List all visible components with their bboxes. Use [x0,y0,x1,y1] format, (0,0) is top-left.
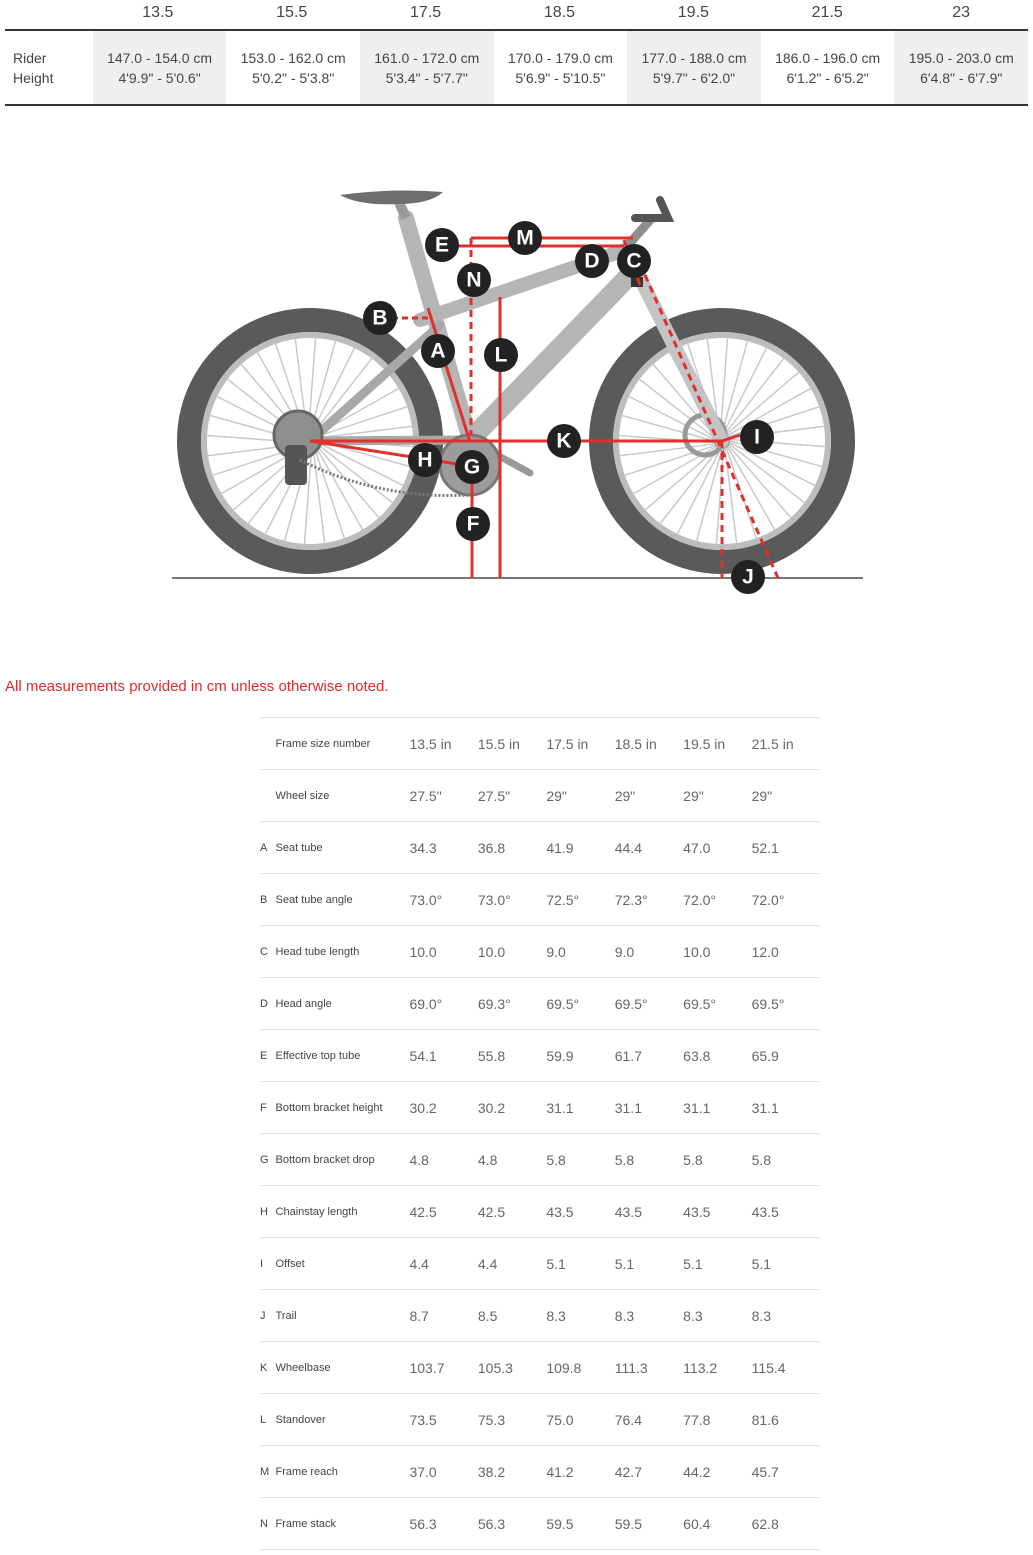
row-value: 42.5 [477,1203,506,1220]
table-row [260,1445,820,1497]
height-cm: 195.0 - 203.0 cm [908,49,1014,66]
row-letter: N [260,1517,268,1530]
table-row [260,1029,820,1081]
row-value: 41.9 [546,839,574,856]
row-value: 76.4 [614,1411,642,1428]
row-value: 37.0 [409,1463,437,1480]
row-label: Head tube length [275,945,360,958]
row-letter: H [260,1205,268,1218]
height-cell [761,31,895,104]
saddle [340,191,443,205]
row-value: 109.8 [546,1359,582,1376]
row-value: 29" [614,787,636,804]
table-row [260,1341,820,1393]
row-value: 47.0 [683,839,711,856]
badge-n [457,263,491,297]
row-value: 44.2 [683,1463,711,1480]
row-value: 29" [751,787,773,804]
height-ft: 6'4.8" - 6'7.9" [920,69,1003,86]
row-label: Effective top tube [275,1049,361,1062]
row-value: 5.8 [614,1151,635,1168]
row-value: 42.7 [614,1463,642,1480]
row-letter: K [260,1361,268,1374]
badge-k [547,424,581,458]
row-letter: B [260,893,268,906]
row-label: Bottom bracket height [275,1101,383,1114]
svg-text:N: N [466,268,482,292]
row-value: 4.4 [409,1255,429,1272]
row-label: Wheelbase [275,1361,331,1374]
height-cell [494,31,628,104]
height-cell [627,31,761,104]
row-value: 15.5 in [477,735,520,752]
bike-geometry-diagram [0,130,1033,610]
table-row [260,1393,820,1445]
height-ft: 5'9.7" - 6'2.0" [652,69,736,86]
row-value: 56.3 [409,1515,437,1532]
row-value: 17.5 in [546,735,589,752]
row-value: 8.3 [546,1307,566,1324]
geometry-table [260,717,820,1550]
row-letter: J [260,1309,266,1322]
table-row [260,1497,820,1550]
row-value: 52.1 [751,839,779,856]
row-value: 63.8 [683,1047,711,1064]
svg-text:C: C [626,249,642,273]
row-label: Chainstay length [275,1205,358,1218]
size-number: 21.5 [811,4,843,21]
row-letter: G [260,1153,269,1166]
table-row [260,1133,820,1185]
row-letter: L [260,1413,267,1426]
row-value: 59.9 [546,1047,574,1064]
row-label: Standover [275,1413,326,1426]
row-label: Seat tube angle [275,893,353,906]
row-value: 72.0° [683,891,717,908]
svg-text:L: L [494,343,508,367]
row-value: 81.6 [751,1411,779,1428]
row-value: 69.3° [477,995,511,1012]
stem [628,218,652,245]
row-value: 61.7 [614,1047,642,1064]
height-cm: 177.0 - 188.0 cm [641,49,747,66]
badge-m [508,221,542,255]
row-value: 77.8 [683,1411,711,1428]
row-value: 30.2 [477,1099,506,1116]
row-value: 43.5 [751,1203,779,1220]
badge-g [455,450,489,484]
row-value: 34.3 [409,839,437,856]
row-value: 69.5° [751,995,785,1012]
badge-j [731,560,765,594]
row-letter: C [260,945,268,958]
row-value: 38.2 [477,1463,506,1480]
row-value: 19.5 in [683,735,726,752]
row-value: 41.2 [546,1463,574,1480]
svg-text:M: M [516,226,534,250]
row-value: 5.1 [614,1255,635,1272]
row-letter: A [260,841,268,854]
svg-text:K: K [556,429,572,453]
row-value: 72.0° [751,891,785,908]
row-value: 5.8 [683,1151,703,1168]
row-letter: D [260,997,268,1010]
row-value: 27.5" [409,787,442,804]
row-value: 60.4 [683,1515,711,1532]
badge-h [408,443,442,477]
row-value: 69.5° [546,995,580,1012]
svg-text:J: J [742,565,754,589]
height-cell [360,31,494,104]
svg-text:B: B [372,306,388,330]
row-value: 45.7 [751,1463,779,1480]
row-value: 113.2 [683,1359,718,1376]
row-value: 65.9 [751,1047,779,1064]
row-value: 59.5 [614,1515,642,1532]
row-value: 31.1 [546,1099,574,1116]
row-value: 4.8 [477,1151,498,1168]
row-value: 56.3 [477,1515,506,1532]
row-value: 8.3 [614,1307,635,1324]
badge-f [456,507,490,541]
row-value: 5.1 [546,1255,566,1272]
row-value: 9.0 [614,943,635,960]
row-value: 27.5" [477,787,511,804]
row-value: 69.5° [614,995,648,1012]
header-spacer [5,0,91,29]
bike-illustration [0,130,1033,610]
size-number: 13.5 [142,4,174,21]
height-cell [894,31,1028,104]
row-value: 73.0° [477,891,511,908]
row-value: 4.4 [477,1255,498,1272]
table-row [260,769,820,821]
svg-text:F: F [466,512,480,536]
row-value: 31.1 [683,1099,711,1116]
height-ft: 5'0.2" - 5'3.8" [252,69,335,86]
row-letter: E [260,1049,268,1062]
row-value: 12.0 [751,943,779,960]
size-number: 23 [952,4,970,21]
row-value: 42.5 [409,1203,437,1220]
table-row [260,717,820,769]
row-value: 36.8 [477,839,506,856]
row-label: Seat tube [275,841,323,854]
row-label: Bottom bracket drop [275,1153,375,1166]
row-value: 8.7 [409,1307,429,1324]
svg-text:D: D [584,249,600,273]
badge-c [617,244,651,278]
table-row [260,1289,820,1341]
row-value: 4.8 [409,1151,429,1168]
row-value: 43.5 [683,1203,711,1220]
row-label: Frame stack [275,1517,337,1530]
rider-label-line2: Height [13,69,54,86]
height-cell [93,31,227,104]
row-value: 29" [683,787,704,804]
height-cm: 161.0 - 172.0 cm [374,49,480,66]
height-cm: 186.0 - 196.0 cm [775,49,881,66]
row-value: 72.5° [546,891,580,908]
row-value: 75.0 [546,1411,574,1428]
row-value: 10.0 [477,943,506,960]
badge-i [740,420,774,454]
size-number: 19.5 [677,4,709,21]
row-value: 9.0 [546,943,566,960]
row-value: 43.5 [614,1203,642,1220]
row-value: 5.8 [546,1151,566,1168]
row-value: 8.3 [751,1307,772,1324]
height-ft: 5'3.4" - 5'7.7" [385,69,468,86]
svg-text:A: A [430,339,446,363]
height-cm: 170.0 - 179.0 cm [507,49,613,66]
rider-height-label [5,31,93,104]
measurement-note: All measurements provided in cm unless otherwise noted. [5,678,389,695]
row-value: 8.5 [477,1307,498,1324]
row-letter: I [260,1257,264,1270]
row-value: 43.5 [546,1203,574,1220]
row-label: Frame reach [275,1465,338,1478]
height-ft: 6'1.2" - 6'5.2" [786,69,869,86]
svg-text:G: G [463,455,481,479]
row-value: 21.5 in [751,735,794,752]
row-value: 75.3 [477,1411,506,1428]
size-number: 15.5 [276,4,308,21]
row-value: 103.7 [409,1359,445,1376]
row-label: Wheel size [275,789,330,802]
row-value: 13.5 in [409,735,452,752]
height-ft: 4'9.9" - 5'0.6" [118,69,201,86]
row-value: 54.1 [409,1047,437,1064]
row-value: 29" [546,787,567,804]
row-value: 72.3° [614,891,648,908]
row-value: 18.5 in [614,735,657,752]
svg-text:E: E [434,233,450,257]
row-letter: M [260,1465,270,1478]
row-value: 5.1 [683,1255,703,1272]
row-value: 111.3 [614,1359,648,1376]
row-value: 5.8 [751,1151,772,1168]
height-cm: 153.0 - 162.0 cm [240,49,346,66]
rider-height-row [5,31,1028,106]
badge-b [363,301,397,335]
row-label: Offset [275,1257,305,1270]
badge-d [575,244,609,278]
row-value: 10.0 [683,943,711,960]
row-value: 73.5 [409,1411,437,1428]
svg-text:I: I [754,425,760,449]
svg-text:H: H [417,448,433,472]
table-row [260,873,820,925]
row-value: 69.0° [409,995,443,1012]
row-value: 105.3 [477,1359,513,1376]
row-label: Head angle [275,997,332,1010]
rider-height-table [5,0,1028,106]
row-value: 55.8 [477,1047,506,1064]
size-header-row [5,0,1028,31]
size-number: 18.5 [543,4,576,21]
handlebar [635,200,668,218]
badge-l [484,338,518,372]
table-row [260,1237,820,1289]
height-cm: 147.0 - 154.0 cm [107,49,213,66]
row-value: 5.1 [751,1255,772,1272]
table-row [260,1185,820,1237]
row-value: 69.5° [683,995,717,1012]
row-value: 8.3 [683,1307,703,1324]
row-value: 10.0 [409,943,437,960]
row-label: Trail [275,1309,297,1322]
row-value: 44.4 [614,839,642,856]
row-value: 62.8 [751,1515,779,1532]
row-value: 115.4 [751,1359,786,1376]
row-value: 73.0° [409,891,443,908]
row-label: Frame size number [275,737,371,750]
table-row [260,977,820,1029]
height-cell [226,31,360,104]
table-row [260,821,820,873]
table-row [260,925,820,977]
badge-e [425,228,459,262]
row-value: 31.1 [614,1099,642,1116]
derailleur [285,445,307,485]
badge-a [421,334,455,368]
row-value: 59.5 [546,1515,574,1532]
table-row [260,1081,820,1133]
rider-label-line1: Rider [13,49,47,66]
row-value: 31.1 [751,1099,779,1116]
size-number: 17.5 [410,4,442,21]
height-ft: 5'6.9" - 5'10.5" [515,69,606,86]
row-letter: F [260,1101,267,1114]
row-value: 30.2 [409,1099,437,1116]
